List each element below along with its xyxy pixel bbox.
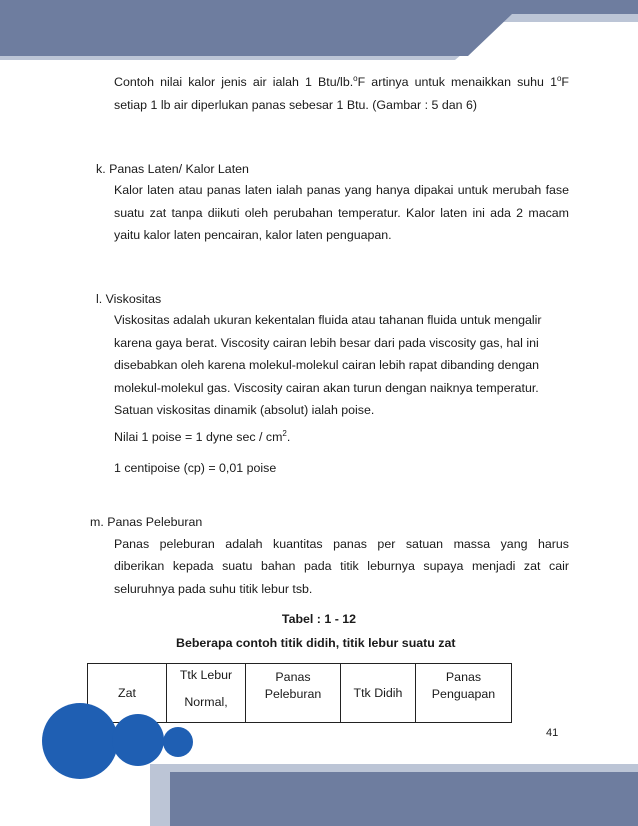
section-k-heading: k. Panas Laten/ Kalor Laten — [96, 162, 249, 176]
section-k-line: yaitu kalor laten pencairan, kalor laten penguapan. — [114, 228, 392, 242]
medium-circle-icon — [112, 714, 164, 766]
section-k-line: Kalor laten atau panas laten ialah panas yang hanya dipakai untuk merubah fase — [114, 183, 569, 197]
header-zat: Zat — [88, 664, 167, 723]
header-ttk-didih: Ttk Didih — [341, 664, 416, 723]
large-circle-icon — [42, 703, 118, 779]
footer-band — [0, 700, 638, 826]
section-m-line: Panas peleburan adalah kuantitas panas per satuan massa yang harus — [114, 537, 569, 551]
header-panas-penguapan: Panas Penguapan — [416, 664, 512, 723]
intro-line-2: setiap 1 lb air diperlukan panas sebesar 1 Btu. (Gambar : 5 dan 6) — [114, 98, 477, 112]
section-l-line: Satuan viskositas dinamik (absolut) ialah poise. — [114, 403, 375, 417]
section-l-line: karena gaya berat. Viscosity cairan lebih besar dari pada viscosity gas, hal ini — [114, 336, 539, 350]
section-l-line: disebabkan oleh karena molekul-molekul cairan lebih rapat dibanding dengan — [114, 358, 540, 372]
table-title: Beberapa contoh titik didih, titik lebur suatu zat — [176, 636, 456, 650]
section-m-line: seluruhnya pada suhu titik lebur tsb. — [114, 582, 313, 596]
section-l-line: molekul-molekul gas. Viscosity cairan akan turun dengan naiknya temperatur. — [114, 381, 539, 395]
page-number: 41 — [546, 727, 559, 739]
poise-definition: Nilai 1 poise = 1 dyne sec / $cm^2$. — [114, 429, 291, 444]
intro-line-1: Contoh nilai kalor jenis air ialah 1 Btu/lb.$^o$F artinya untuk menaikkan suhu 1$^o$F — [114, 74, 569, 89]
small-circle-icon — [163, 727, 193, 757]
section-l-heading: l. Viskositas — [96, 292, 162, 306]
table-caption: Tabel : 1 - 12 — [281, 612, 357, 626]
section-k-line: suatu zat tanpa diikuti oleh perubahan temperatur. Kalor laten ini ada 2 macam — [114, 206, 569, 220]
header-panas-peleburan: Panas Peleburan — [246, 664, 341, 723]
section-l-line: Viskositas adalah ukuran kekentalan fluida atau tahanan fluida untuk mengalir — [114, 313, 542, 327]
header-band — [0, 0, 638, 72]
section-m-line: diberikan kepada suatu bahan pada titik leburnya supaya menjadi zat cair — [114, 559, 569, 573]
header-ttk-lebur: Ttk Lebur Normal, — [167, 664, 246, 723]
section-m-heading: m. Panas Peleburan — [90, 515, 203, 529]
centipoise-definition: 1 centipoise (cp) = 0,01 poise — [114, 461, 277, 475]
